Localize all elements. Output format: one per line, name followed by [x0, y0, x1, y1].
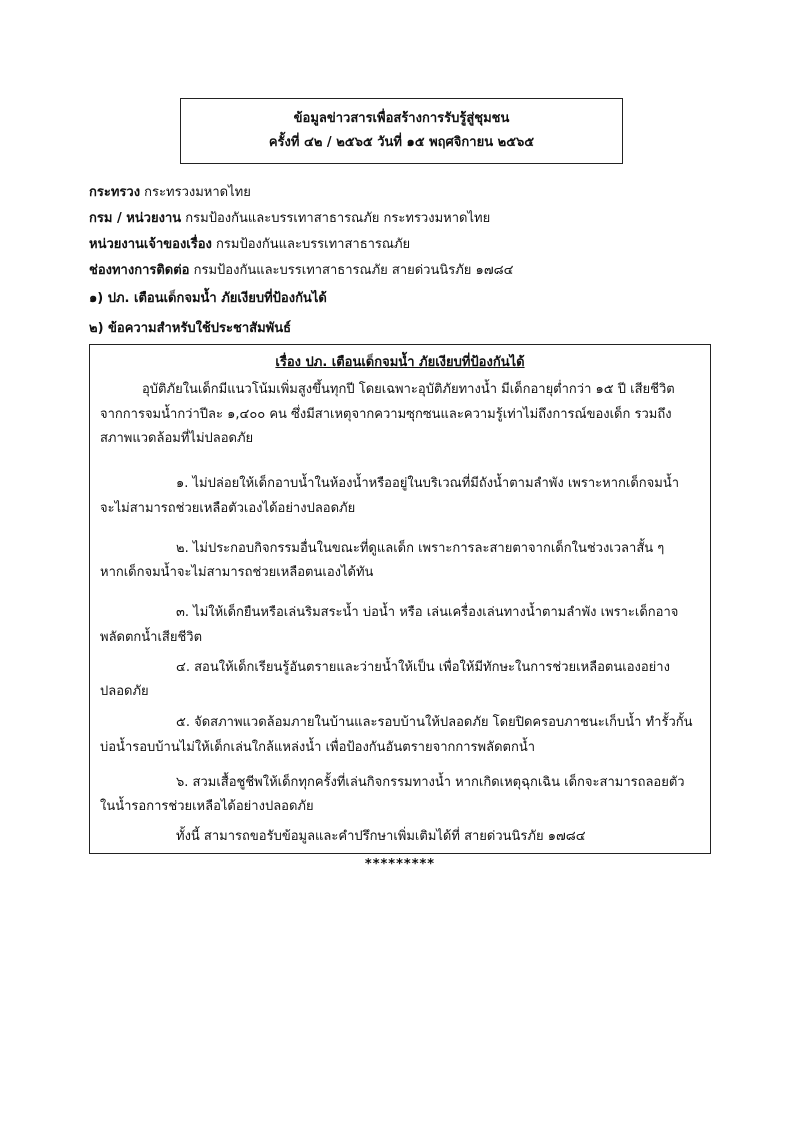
meta-owner-label: หน่วยงานเจ้าของเรื่อง — [89, 237, 212, 252]
press-release-title: เรื่อง ปภ. เตือนเด็กจมน้ำ ภัยเงียบที่ป้องกันได้ — [275, 355, 525, 370]
item-4-first-line: ๔. สอนให้เด็กเรียนรู้อันตรายและว่ายน้ำให้เป็น เพื่อให้มีทักษะในการช่วยเหลือตนเองอย่าง — [176, 660, 670, 675]
intro-line: อุบัติภัยในเด็กมีแนวโน้มเพิ่มสูงขึ้นทุกปี โดยเฉพาะอุบัติภัยทางน้ำ มีเด็กอายุต่ำกว่า ๑๕ ปี เสียชีวิต — [142, 382, 675, 397]
item-3-second-line: พลัดตกน้ำเสียชีวิต — [100, 630, 203, 645]
press-release-box — [89, 344, 711, 854]
intro-line: สภาพแวดล้อมที่ไม่ปลอดภัย — [100, 431, 254, 446]
section-heading-2: ๒) ข้อความสำหรับใช้ประชาสัมพันธ์ — [89, 321, 292, 336]
item-6-first-line: ๖. สวมเสื้อชูชีพให้เด็กทุกครั้งที่เล่นกิจกรรมทางน้ำ หากเกิดเหตุฉุกเฉิน เด็กจะสามารถลอยตัว — [176, 775, 685, 790]
meta-contact — [89, 262, 729, 280]
document-header-title: ข้อมูลข่าวสารเพื่อสร้างการรับรู้สู่ชุมชน — [293, 111, 510, 126]
item-4-second-line: ปลอดภัย — [100, 684, 149, 699]
closing-line: ทั้งนี้ สามารถขอรับข้อมูลและคำปรึกษาเพิ่มเติมได้ที่ สายด่วนนิรภัย ๑๗๘๔ — [176, 829, 586, 844]
item-1-first-line: ๑. ไม่ปล่อยให้เด็กอาบน้ำในห้องน้ำหรืออยู่ในบริเวณที่มีถังน้ำตามลำพัง เพราะหากเด็กจมน้ำ — [176, 476, 680, 491]
meta-ministry-label: กระทรวง — [89, 185, 141, 200]
item-2-first-line: ๒. ไม่ประกอบกิจกรรมอื่นในขณะที่ดูแลเด็ก เพราะการละสายตาจากเด็กในช่วงเวลาสั้น ๆ — [176, 541, 665, 556]
meta-owner-value: กรมป้องกันและบรรเทาสาธารณภัย — [211, 237, 411, 252]
item-3-first-line: ๓. ไม่ให้เด็กยืนหรือเล่นริมสระน้ำ บ่อน้ำ หรือ เล่นเครื่องเล่นทางน้ำตามลำพัง เพราะเด็กอาจ — [176, 605, 679, 620]
end-marker: ********* — [364, 857, 436, 872]
section-heading-1: ๑) ปภ. เตือนเด็กจมน้ำ ภัยเงียบที่ป้องกันได้ — [89, 291, 327, 306]
document-header-issue: ครั้งที่ ๔๒ / ๒๕๖๕ วันที่ ๑๕ พฤศจิกายน ๒๕๖๕ — [268, 135, 535, 150]
meta-ministry-value: กระทรวงมหาดไทย — [140, 185, 251, 200]
item-6-second-line: ในน้ำรอการช่วยเหลือได้อย่างปลอดภัย — [100, 799, 314, 814]
item-2-second-line: หากเด็กจมน้ำจะไม่สามารถช่วยเหลือตนเองได้ทัน — [100, 565, 374, 580]
meta-contact-value: กรมป้องกันและบรรเทาสาธารณภัย สายด่วนนิรภัย ๑๗๘๔ — [189, 263, 514, 278]
meta-contact-label: ช่องทางการติดต่อ — [89, 263, 190, 278]
document-header-box — [180, 98, 623, 164]
item-1-second-line: จะไม่สามารถช่วยเหลือตัวเองได้อย่างปลอดภัย — [100, 501, 356, 516]
item-5-second-line: บ่อน้ำรอบบ้านไม่ให้เด็กเล่นใกล้แหล่งน้ำ เพื่อป้องกันอันตรายจากการพลัดตกน้ำ — [100, 740, 536, 755]
meta-ministry — [89, 184, 729, 202]
meta-department-label: กรม / หน่วยงาน — [89, 211, 182, 226]
meta-department — [89, 210, 729, 228]
item-5-first-line: ๕. จัดสภาพแวดล้อมภายในบ้านและรอบบ้านให้ปลอดภัย โดยปิดครอบภาชนะเก็บน้ำ ทำรั้วกั้น — [176, 715, 693, 730]
meta-department-value: กรมป้องกันและบรรเทาสาธารณภัย กระทรวงมหาดไทย — [181, 211, 491, 226]
intro-line: จากการจมน้ำกว่าปีละ ๑,๔๐๐ คน ซึ่งมีสาเหตุจากความซุกซนและความรู้เท่าไม่ถึงการณ์ของเด็ก รวมถึง — [100, 407, 672, 422]
meta-owner — [89, 236, 729, 254]
